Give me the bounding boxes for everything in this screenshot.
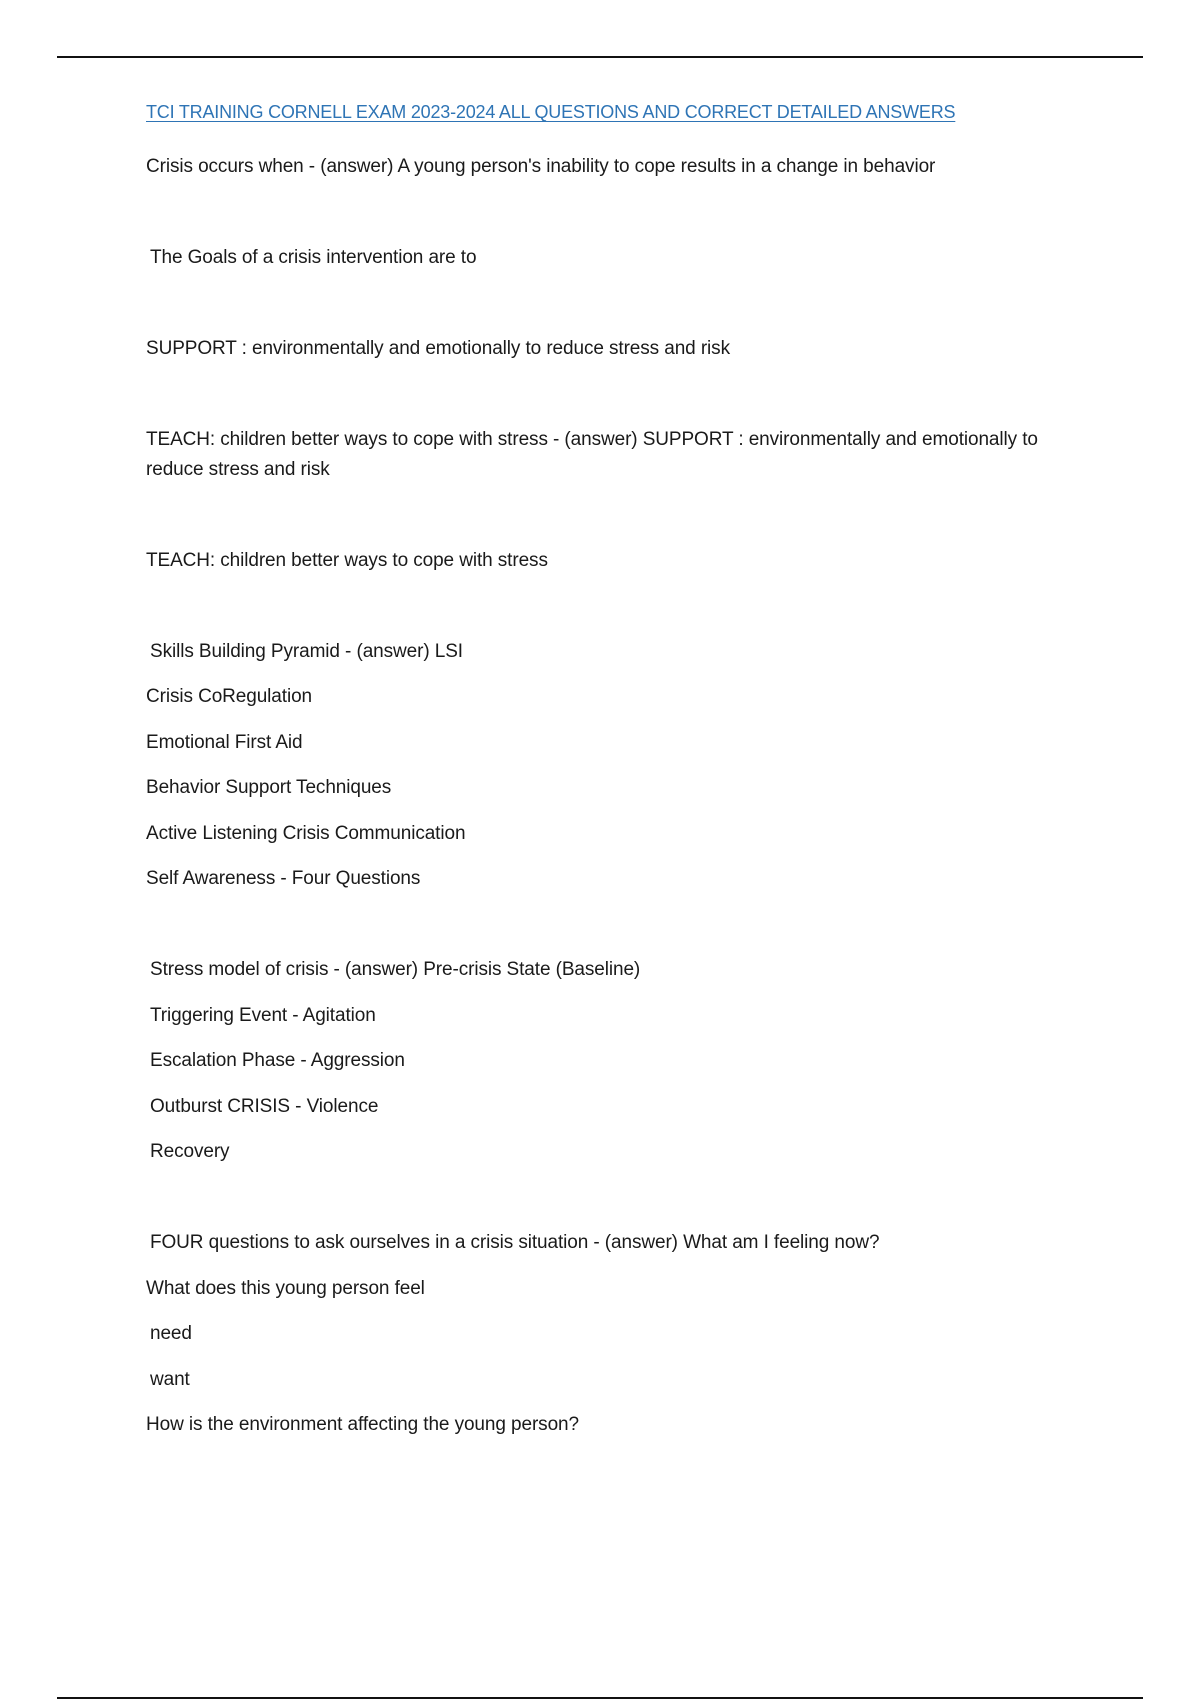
document-title[interactable]: TCI TRAINING CORNELL EXAM 2023-2024 ALL QUESTIONS AND CORRECT DETAILED ANSWERS [146, 102, 956, 122]
text-line-14: Escalation Phase - Aggression [150, 1050, 405, 1071]
text-line-8: Emotional First Aid [146, 732, 303, 753]
text-line-16: Recovery [150, 1141, 230, 1162]
text-line-19: need [150, 1323, 192, 1344]
text-line-7: Crisis CoRegulation [146, 686, 313, 707]
text-line-13: Triggering Event - Agitation [150, 1005, 376, 1026]
text-line-2: The Goals of a crisis intervention are to [150, 247, 477, 268]
text-line-1: Crisis occurs when - (answer) A young person's inability to cope results in a change in behavior [146, 156, 936, 177]
text-line-15: Outburst CRISIS - Violence [150, 1096, 379, 1117]
text-line-6: Skills Building Pyramid - (answer) LSI [150, 641, 463, 662]
text-line-20: want [150, 1369, 190, 1390]
text-line-5: TEACH: children better ways to cope with stress [146, 550, 548, 571]
top-rule [57, 56, 1143, 58]
text-line-4: TEACH: children better ways to cope with stress - (answer) SUPPORT : environmentally and emotionally to reduce stress and risk [146, 429, 1038, 480]
text-line-11: Self Awareness - Four Questions [146, 868, 421, 889]
text-line-12: Stress model of crisis - (answer) Pre-crisis State (Baseline) [150, 959, 641, 980]
text-line-18: What does this young person feel [146, 1278, 425, 1299]
text-line-9: Behavior Support Techniques [146, 777, 392, 798]
text-line-3: SUPPORT : environmentally and emotionally to reduce stress and risk [146, 338, 730, 359]
text-line-17: FOUR questions to ask ourselves in a crisis situation - (answer) What am I feeling now? [150, 1232, 880, 1253]
text-line-21: How is the environment affecting the young person? [146, 1414, 579, 1435]
text-line-10: Active Listening Crisis Communication [146, 823, 466, 844]
bottom-rule [57, 1697, 1143, 1699]
